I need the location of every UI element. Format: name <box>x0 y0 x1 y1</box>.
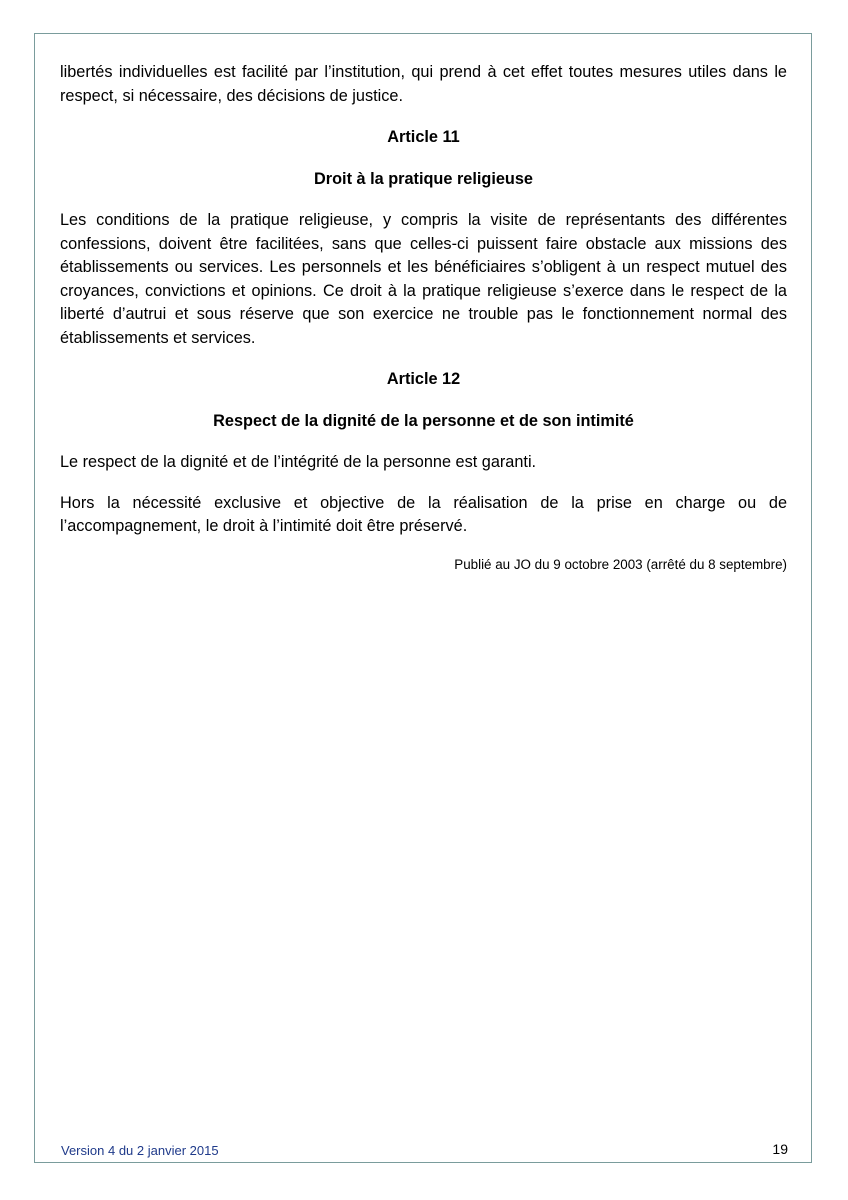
footer-version: Version 4 du 2 janvier 2015 <box>61 1143 219 1158</box>
article-12-number: Article 12 <box>386 370 461 388</box>
publication-note: Publié au JO du 9 octobre 2003 (arrêté du 8 septembre) <box>454 556 787 572</box>
document-content <box>60 61 787 574</box>
article-11-number: Article 11 <box>387 128 460 146</box>
page-number: 19 <box>772 1141 788 1157</box>
article-12-body-1: Le respect de la dignité et de l’intégrité de la personne est garanti. <box>60 453 537 471</box>
article-11-body: Les conditions de la pratique religieuse, y compris la visite de représentants des différentes confessions, doivent être facilitées, sans que celles-ci puissent faire obstacle aux missions des établissements ou services. Les personnels et les bénéficiaires s’obligent à un respect mutuel des croyances, convictions et opinions. Ce droit à la pratique religieuse s’exerce dans le respect de la liberté d’autrui et sous réserve que son exercice ne trouble pas le fonctionnement normal des établissements et services. <box>60 211 787 347</box>
intro-paragraph: libertés individuelles est facilité par l’institution, qui prend à cet effet toutes mesures utiles dans le respect, si nécessaire, des décisions de justice. <box>60 63 787 105</box>
article-12-body-2: Hors la nécessité exclusive et objective de la réalisation de la prise en charge ou de l’accompagnement, le droit à l’intimité doit être préservé. <box>60 493 787 535</box>
article-11-title: Droit à la pratique religieuse <box>314 169 533 188</box>
article-12-title: Respect de la dignité de la personne et de son intimité <box>213 411 634 430</box>
